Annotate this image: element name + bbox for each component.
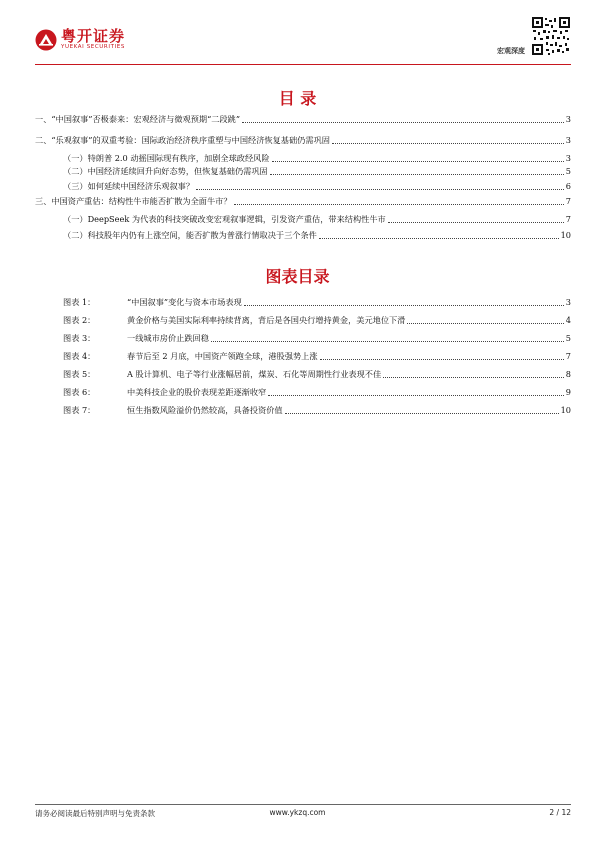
toc-item[interactable]: [63, 166, 571, 177]
footer-website[interactable]: www.ykzq.com: [269, 808, 326, 817]
figure-page: 5: [565, 333, 571, 343]
toc-item-page: 3: [565, 153, 571, 163]
figure-page: 8: [565, 369, 571, 379]
footer-page-number: 2 / 12: [549, 808, 571, 817]
toc-item[interactable]: [35, 114, 571, 125]
figure-item[interactable]: [63, 351, 571, 362]
figure-title: 黄金价格与美国实际利率持续背离，背后是各国央行增持黄金，美元地位下滑: [127, 315, 406, 325]
toc-leader: [211, 341, 564, 342]
figure-page: 3: [565, 297, 571, 307]
figure-label: 图表 3：: [63, 333, 96, 343]
figure-title: “中国叙事”变化与资本市场表现: [127, 297, 242, 307]
toc-title: 目 录: [278, 89, 317, 108]
toc-leader: [320, 359, 564, 360]
figure-item[interactable]: [63, 297, 571, 308]
figure-label: 图表 2：: [63, 315, 96, 325]
figure-label: 图表 7：: [63, 405, 96, 415]
footer-divider: [35, 804, 571, 805]
toc-item[interactable]: [63, 214, 571, 225]
toc-item-page: 10: [560, 230, 571, 240]
toc-leader: [383, 377, 564, 378]
figure-item[interactable]: [63, 405, 571, 416]
figure-title: 一线城市房价止跌回稳: [127, 333, 209, 343]
page-header: [35, 26, 571, 62]
toc-item-page: 7: [565, 196, 571, 206]
qr-code-icon: [531, 16, 571, 56]
figure-title: 中美科技企业的股价表现差距逐渐收窄: [127, 387, 267, 397]
toc-item-text: （二）中国经济延续回升向好态势，但恢复基础仍需巩固: [63, 166, 268, 176]
toc-leader: [332, 143, 564, 144]
toc-item[interactable]: [63, 230, 571, 241]
toc-leader: [268, 395, 564, 396]
figure-title: A 股计算机、电子等行业涨幅居前，煤炭、石化等周期性行业表现不佳: [127, 369, 382, 379]
toc-item-page: 3: [565, 135, 571, 145]
toc-leader: [234, 204, 564, 205]
brand-name-en: YUEKAI SECURITIES: [61, 44, 125, 50]
figure-label: 图表 4：: [63, 351, 96, 361]
toc-leader: [272, 161, 564, 162]
figure-item[interactable]: [63, 333, 571, 344]
toc-item-text: （三）如何延续中国经济乐观叙事？: [63, 181, 195, 191]
toc-leader: [242, 122, 564, 123]
toc-leader: [244, 305, 564, 306]
toc-item[interactable]: [35, 196, 571, 207]
toc-item-text: 二、“乐观叙事”的双重考验：国际政治经济秩序重塑与中国经济恢复基础仍需巩固: [35, 135, 330, 145]
figure-label: 图表 6：: [63, 387, 96, 397]
toc-leader: [388, 222, 564, 223]
figure-page: 9: [565, 387, 571, 397]
figure-title: 春节后至 2 月底，中国资产领跑全球，港股强势上涨: [127, 351, 318, 361]
toc-leader: [319, 238, 559, 239]
figure-title: 恒生指数风险溢价仍然较高，具备投资价值: [127, 405, 283, 415]
toc-item[interactable]: [35, 135, 571, 146]
toc-item[interactable]: [63, 153, 571, 164]
figure-page: 10: [560, 405, 571, 415]
figure-item[interactable]: [63, 369, 571, 380]
toc-item-text: （一）DeepSeek 为代表的科技突破改变宏观叙事逻辑，引发资产重估，带来结构性牛市: [63, 214, 386, 224]
toc-leader: [407, 323, 563, 324]
toc-item-text: （二）科技股年内仍有上涨空间，能否扩散为普涨行情取决于三个条件: [63, 230, 317, 240]
figure-page: 4: [565, 315, 571, 325]
brand-name-cn: 粤开证券: [61, 27, 126, 45]
figure-index-title: 图表目录: [265, 267, 330, 286]
figure-label: 图表 1：: [63, 297, 96, 307]
header-divider: [35, 64, 571, 65]
figure-item[interactable]: [63, 315, 571, 326]
report-type-label: 宏观深度: [497, 47, 525, 55]
toc-leader: [196, 189, 564, 190]
toc-item-page: 6: [565, 181, 571, 191]
toc-item-text: 一、“中国叙事”否极泰来：宏观经济与微观预期“二段跳”: [35, 114, 241, 124]
toc-item-page: 3: [565, 114, 571, 124]
toc-item-text: 三、中国资产重估：结构性牛市能否扩散为全面牛市？: [35, 196, 232, 206]
toc-item-text: （一）特朗普 2.0 动摇国际现有秩序，加剧全球政经风险: [63, 153, 270, 163]
figure-page: 7: [565, 351, 571, 361]
toc-item-page: 5: [565, 166, 571, 176]
footer-disclaimer: 请务必阅读最后特别声明与免责条款: [35, 809, 155, 818]
toc-leader: [285, 413, 559, 414]
figure-label: 图表 5：: [63, 369, 96, 379]
toc-item[interactable]: [63, 181, 571, 192]
figure-item[interactable]: [63, 387, 571, 398]
toc-item-page: 7: [565, 214, 571, 224]
brand-logo: [35, 28, 125, 51]
yuekai-logo-icon: [35, 29, 57, 51]
toc-leader: [270, 174, 564, 175]
